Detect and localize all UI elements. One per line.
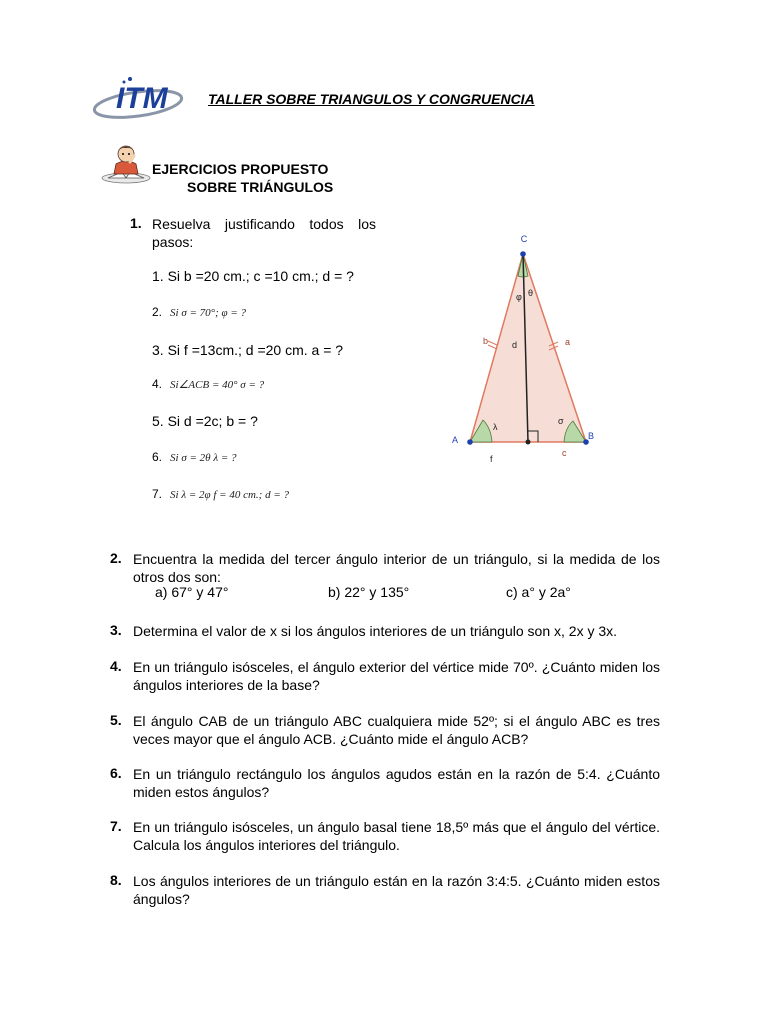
question-5-number: 5. (110, 712, 122, 728)
question-7-text: En un triángulo isósceles, un ángulo basal tiene 18,5º más que el ángulo del vértice. Calcula los ángulos interiores del triángulo. (133, 819, 660, 853)
question-4-number: 4. (110, 658, 122, 674)
question-2-text: Encuentra la medida del tercer ángulo interior de un triángulo, si la medida de los otros dos son: (133, 551, 660, 585)
label-b: B (588, 431, 595, 441)
vertex-a-point (467, 439, 473, 445)
label-theta: θ (528, 288, 534, 298)
question-5-text: El ángulo CAB de un triángulo ABC cualquiera mide 52º; si el ángulo ABC es tres veces mayor que el ángulo ACB. ¿Cuánto mide el ángulo ACB? (133, 713, 660, 747)
sub-item-3: 3. Si f =13cm.; d =20 cm. a = ? (152, 342, 344, 358)
sub-item-2: 2. Si σ = 70°; φ = ? (152, 305, 246, 319)
student-reading-icon (100, 142, 152, 184)
section-title-line2: SOBRE TRIÁNGULOS (187, 179, 334, 195)
question-7-number: 7. (110, 818, 122, 834)
exercise-1-number: 1. (130, 215, 142, 231)
question-6-text: En un triángulo rectángulo los ángulos agudos están en la razón de 5:4. ¿Cuánto miden estos ángulos? (133, 766, 660, 800)
section-title-line1: EJERCICIOS PROPUESTO (152, 161, 329, 177)
label-c: C (520, 234, 528, 244)
isosceles-triangle-diagram (442, 228, 612, 464)
label-sigma: σ (558, 416, 564, 426)
sub-item-1: 1. Si b =20 cm.; c =10 cm.; d = ? (152, 268, 354, 284)
vertex-c-point (520, 251, 526, 257)
option-b: b) 22° y 135° (328, 584, 410, 600)
sub-item-6: 6. Si σ = 2θ λ = ? (152, 450, 237, 464)
option-a: a) 67° y 47° (155, 584, 229, 600)
logo-text: ITM (116, 82, 168, 115)
exercise-1-intro-cont: pasos: (152, 234, 194, 250)
itm-logo (92, 74, 184, 122)
label-side-a: a (565, 337, 571, 347)
sub-item-5: 5. Si d =2c; b = ? (152, 413, 258, 429)
question-2-number: 2. (110, 550, 122, 566)
exercise-1-intro: Resuelva justificando todos los (152, 216, 376, 232)
question-6-number: 6. (110, 765, 122, 781)
sub-item-4: 4. Si∠ACB = 40° σ = ? (152, 377, 265, 391)
label-lambda: λ (493, 422, 498, 432)
label-side-b: b (483, 336, 489, 346)
question-3-text: Determina el valor de x si los ángulos interiores de un triángulo son x, 2x y 3x. (133, 623, 618, 639)
question-8-text: Los ángulos interiores de un triángulo están en la razón 3:4:5. ¿Cuánto miden estos ángulos? (133, 873, 660, 907)
label-phi: φ (516, 292, 522, 302)
label-a: A (452, 435, 459, 445)
foot-point (526, 440, 531, 445)
label-side-f: f (490, 454, 493, 464)
label-side-c: c (562, 448, 567, 458)
label-side-d: d (512, 340, 518, 350)
page-title: TALLER SOBRE TRIANGULOS Y CONGRUENCIA (208, 91, 535, 107)
sub-item-7: 7. Si λ = 2φ f = 40 cm.; d = ? (152, 487, 289, 501)
option-c: c) a° y 2a° (506, 584, 571, 600)
question-4-text: En un triángulo isósceles, el ángulo exterior del vértice mide 70º. ¿Cuánto miden los ángulos interiores de la base? (133, 659, 660, 693)
question-8-number: 8. (110, 872, 122, 888)
question-3-number: 3. (110, 622, 122, 638)
